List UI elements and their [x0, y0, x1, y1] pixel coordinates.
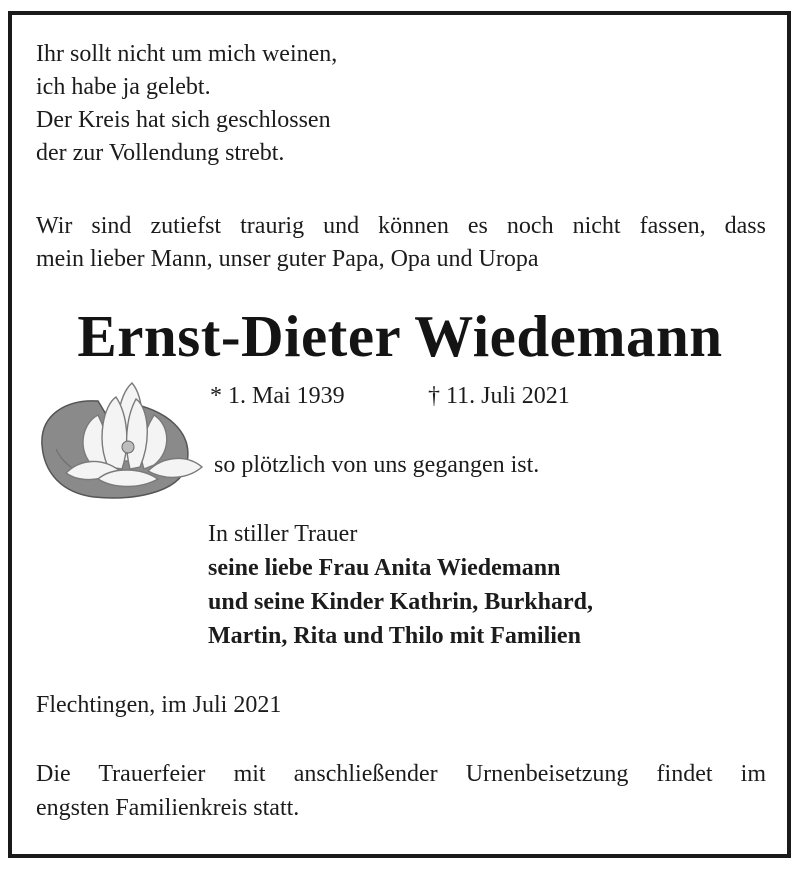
- poem-line: ich habe ja gelebt.: [36, 74, 211, 100]
- mourner-line: und seine Kinder Kathrin, Burkhard,: [208, 589, 593, 615]
- poem-line: der zur Vollendung strebt.: [36, 140, 285, 166]
- mourners-block: [208, 517, 593, 653]
- passing-text: so plötzlich von uns gegangen ist.: [214, 452, 540, 478]
- ceremony-text: [36, 757, 766, 825]
- death-date: † 11. Juli 2021: [428, 383, 570, 409]
- poem-line: Ihr sollt nicht um mich weinen,: [36, 41, 338, 67]
- ceremony-line: engsten Familienkreis statt.: [36, 795, 300, 821]
- mourner-line: seine liebe Frau Anita Wiedemann: [208, 555, 561, 581]
- intro-line: Wir sind zutiefst traurig und können es noch nicht fassen, dass: [36, 213, 766, 239]
- poem-line: Der Kreis hat sich geschlossen: [36, 107, 331, 133]
- mourners-heading: In stiller Trauer: [208, 521, 358, 547]
- water-lily-icon: [36, 375, 206, 505]
- poem: [36, 38, 337, 170]
- ceremony-line: Die Trauerfeier mit anschließender Urnenbeisetzung findet im: [36, 761, 766, 787]
- mourner-line: Martin, Rita und Thilo mit Familien: [208, 623, 581, 649]
- intro-text: [36, 210, 766, 276]
- intro-line: mein lieber Mann, unser guter Papa, Opa und Uropa: [36, 246, 539, 272]
- deceased-name: Ernst-Dieter Wiedemann: [77, 303, 723, 369]
- place-date: Flechtingen, im Juli 2021: [36, 692, 282, 718]
- birth-date: * 1. Mai 1939: [210, 383, 345, 409]
